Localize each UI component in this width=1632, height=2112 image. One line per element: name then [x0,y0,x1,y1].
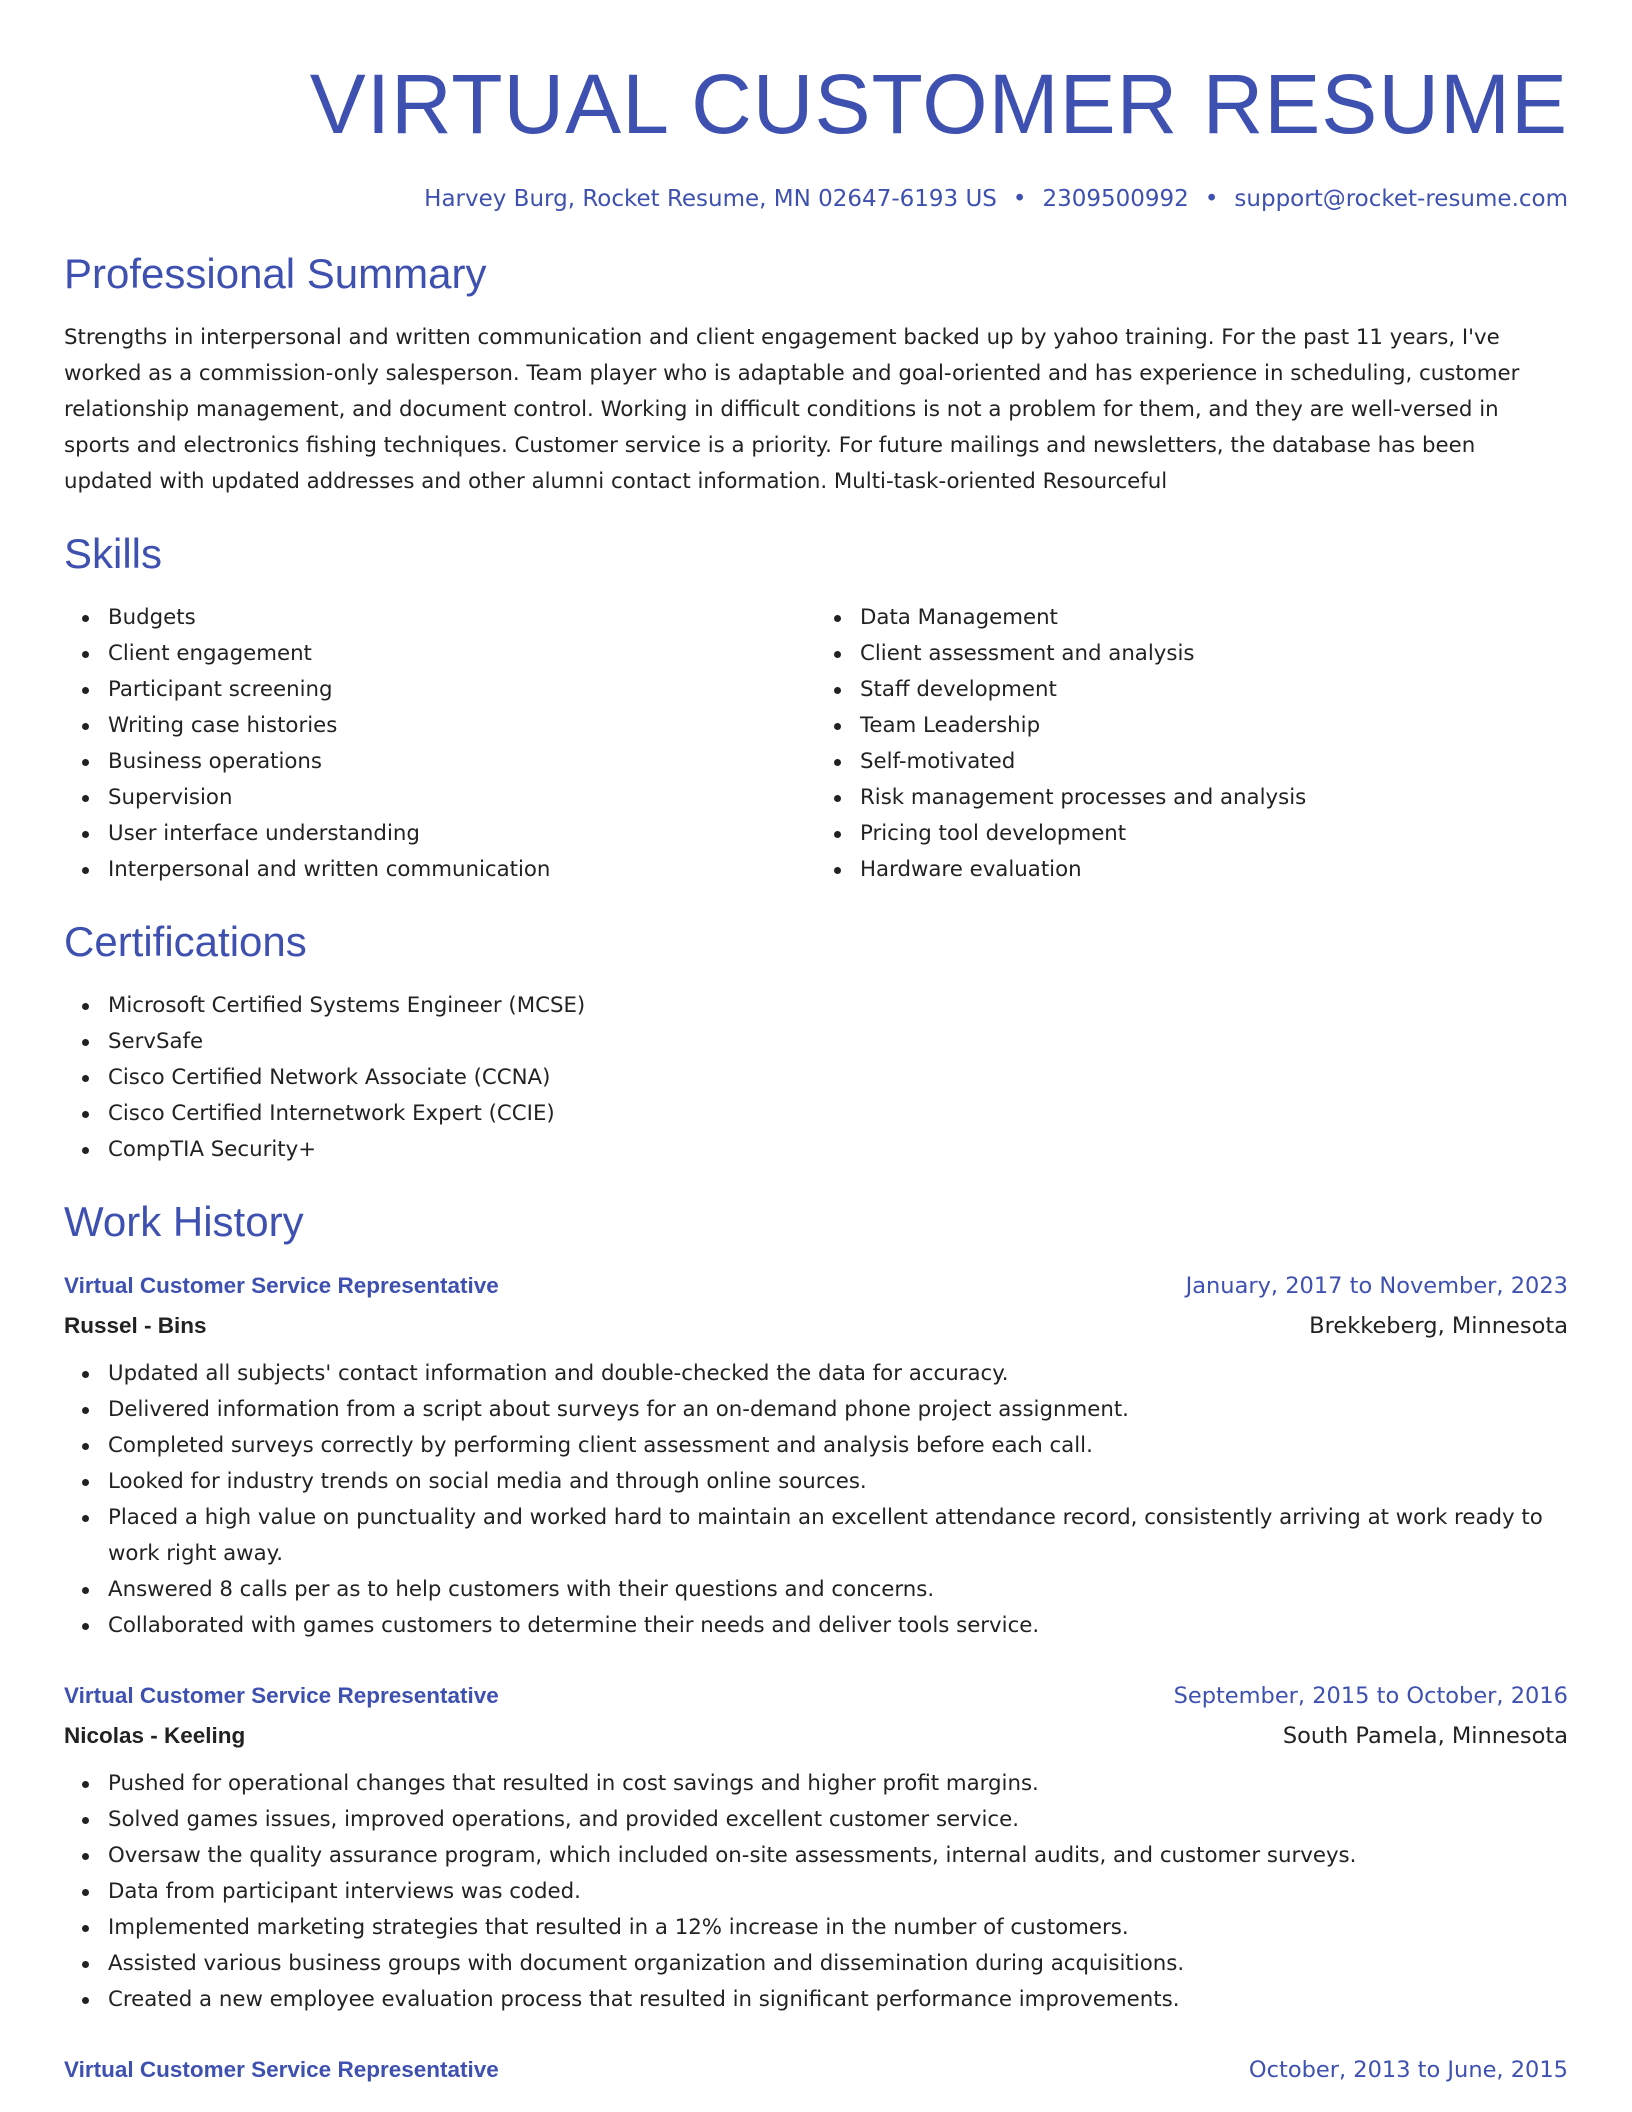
skill-item: Hardware evaluation [860,852,1568,888]
job-dates: January, 2017 to November, 2023 [1185,1273,1568,1299]
job-header [64,1678,1568,1714]
skill-item: Writing case histories [108,708,816,744]
skills-list-left [64,600,816,888]
contact-address: Harvey Burg, Rocket Resume, MN 02647-6193 US [424,186,997,212]
skill-item: Participant screening [108,672,816,708]
skill-item: User interface understanding [108,816,816,852]
summary-section [64,248,1568,500]
job-header [64,1268,1568,1304]
skill-item: Client engagement [108,636,816,672]
skill-item: Budgets [108,600,816,636]
job-bullet: Completed surveys correctly by performing client assessment and analysis before each call. [108,1428,1568,1464]
certifications-heading: Certifications [64,918,307,965]
skill-item: Risk management processes and analysis [860,780,1568,816]
job-bullet: Implemented marketing strategies that resulted in a 12% increase in the number of customers. [108,1910,1568,1946]
job-header [64,2052,1568,2088]
resume-page [64,0,1568,2088]
certification-item: ServSafe [108,1024,1568,1060]
job-entry [64,1268,1568,1644]
job-location: South Pamela, Minnesota [1282,1723,1568,1749]
skills-heading: Skills [64,530,163,577]
job-title: Virtual Customer Service Representative [64,1273,499,1298]
skills-list-right [816,600,1568,888]
job-bullet: Created a new employee evaluation process that resulted in significant performance improvements. [108,1982,1568,2018]
work-history-section [64,1196,1568,2088]
job-location: Brekkeberg, Minnesota [1309,1313,1568,1339]
job-bullet: Looked for industry trends on social media and through online sources. [108,1464,1568,1500]
job-company: Nicolas - Keeling [64,1723,246,1748]
certification-item: Cisco Certified Network Associate (CCNA) [108,1060,1568,1096]
job-bullet: Solved games issues, improved operations, and provided excellent customer service. [108,1802,1568,1838]
contact-separator: • [1012,186,1027,212]
job-bullet: Placed a high value on punctuality and worked hard to maintain an excellent attendance record, consistently arriving at work ready to work right away. [108,1500,1568,1572]
job-entry [64,2052,1568,2088]
skills-section [64,528,1568,888]
job-bullets [64,1766,1568,2018]
skill-item: Staff development [860,672,1568,708]
job-entry [64,1678,1568,2018]
skill-item: Data Management [860,600,1568,636]
job-subheader [64,1718,1568,1754]
job-bullet: Data from participant interviews was coded. [108,1874,1568,1910]
skill-item: Supervision [108,780,816,816]
job-title: Virtual Customer Service Representative [64,1683,499,1708]
job-bullet: Answered 8 calls per as to help customers with their questions and concerns. [108,1572,1568,1608]
skill-item: Self-motivated [860,744,1568,780]
certification-item: Microsoft Certified Systems Engineer (MCSE) [108,988,1568,1024]
certifications-list [64,988,1568,1168]
certifications-section [64,916,1568,1168]
skills-columns [64,600,1568,888]
job-bullet: Collaborated with games customers to determine their needs and deliver tools service. [108,1608,1568,1644]
job-bullets [64,1356,1568,1644]
skill-item: Client assessment and analysis [860,636,1568,672]
job-bullet: Assisted various business groups with document organization and dissemination during acquisitions. [108,1946,1568,1982]
contact-separator: • [1204,186,1219,212]
job-dates: September, 2015 to October, 2016 [1173,1683,1568,1709]
job-company: Russel - Bins [64,1313,207,1338]
certification-item: CompTIA Security+ [108,1132,1568,1168]
summary-heading: Professional Summary [64,250,487,297]
certification-item: Cisco Certified Internetwork Expert (CCIE) [108,1096,1568,1132]
job-subheader [64,1308,1568,1344]
skill-item: Business operations [108,744,816,780]
work-history-heading: Work History [64,1198,304,1245]
job-bullet: Updated all subjects' contact information and double-checked the data for accuracy. [108,1356,1568,1392]
skill-item: Team Leadership [860,708,1568,744]
job-dates: October, 2013 to June, 2015 [1248,2057,1568,2083]
job-bullet: Oversaw the quality assurance program, which included on-site assessments, internal audits, and customer surveys. [108,1838,1568,1874]
job-bullet: Delivered information from a script about surveys for an on-demand phone project assignment. [108,1392,1568,1428]
skill-item: Interpersonal and written communication [108,852,816,888]
job-title: Virtual Customer Service Representative [64,2057,499,2082]
job-bullet: Pushed for operational changes that resulted in cost savings and higher profit margins. [108,1766,1568,1802]
skill-item: Pricing tool development [860,816,1568,852]
contact-email[interactable]: support@rocket-resume.com [1234,186,1568,212]
contact-line [64,184,1568,214]
summary-text: Strengths in interpersonal and written communication and client engagement backed up by yahoo training. For the past 11 years, I've worked as a commission-only salesperson. Team player who is adaptable and goal-oriented and has experience in scheduling, customer relationship management, and document control. Working in difficult conditions is not a problem for them, and they are well-versed in sports and electronics fishing techniques. Customer service is a priority. For future mailings and newsletters, the database has been updated with updated addresses and other alumni contact information. Multi-task-oriented Resourceful [64,325,1520,494]
contact-phone[interactable]: 2309500992 [1042,186,1189,212]
resume-title: VIRTUAL CUSTOMER RESUME [309,57,1568,151]
